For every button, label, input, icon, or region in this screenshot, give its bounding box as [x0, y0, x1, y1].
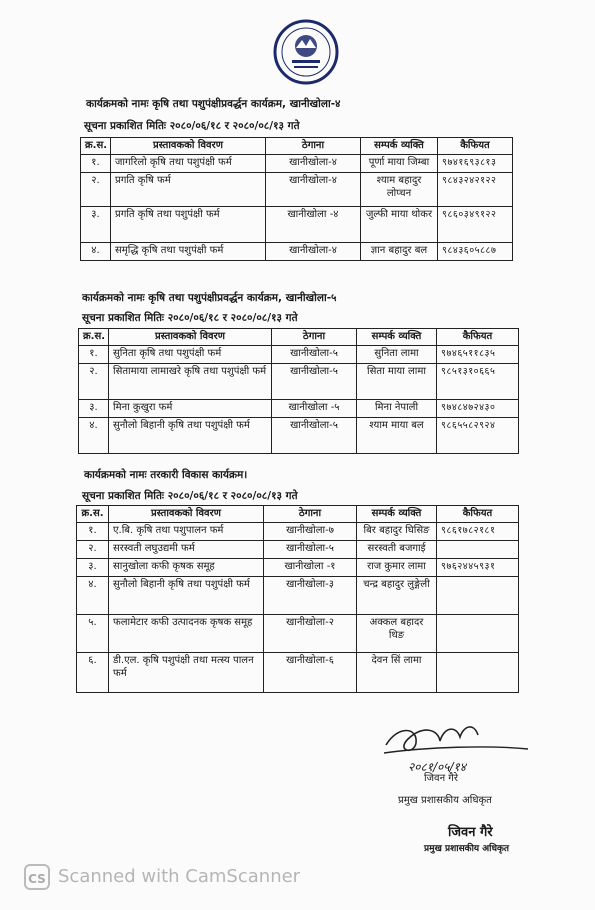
- program-table-2: [78, 328, 519, 454]
- office-seal: [272, 18, 340, 86]
- cell-address: खानीखोला -५: [272, 400, 357, 418]
- cell-sn: ५.: [77, 615, 109, 653]
- table-row: [81, 155, 513, 173]
- cell-proposer: सरस्वती लघुउद्यमी फर्म: [109, 541, 264, 559]
- header-proposer: प्रस्तावकको विवरण: [109, 506, 264, 523]
- cell-proposer: जागरिलो कृषि तथा पशुपंक्षी फर्म: [111, 155, 266, 173]
- cell-sn: २.: [79, 364, 109, 400]
- cell-phone: ९७४६५११८३५: [437, 346, 519, 364]
- cell-proposer: सुनौलो बिहानी कृषि तथा पशुपंक्षी फर्म: [109, 577, 264, 615]
- cell-proposer: प्रगति कृषि तथा पशुपंक्षी फर्म: [111, 207, 266, 243]
- cell-address: खानीखोला-६: [264, 653, 357, 693]
- cell-contact: ज्ञान बहादुर बल: [361, 243, 438, 261]
- table-row: [81, 243, 513, 261]
- cell-contact: श्याम बहादुर लोप्चन: [361, 173, 438, 207]
- handwritten-signature: [378, 715, 538, 775]
- header-sn: क्र.स.: [81, 138, 111, 155]
- cell-address: खानीखोला-५: [264, 541, 357, 559]
- cell-address: खानीखोला-७: [264, 523, 357, 541]
- cell-sn: ३.: [77, 559, 109, 577]
- table-row: [81, 207, 513, 243]
- cell-proposer: डी.एल. कृषि पशुपंक्षी तथा मत्स्य पालन फर्म: [109, 653, 264, 693]
- header-address: ठेगाना: [264, 506, 357, 523]
- signatory-name: जिवन गैरे: [424, 773, 459, 784]
- cell-sn: ४.: [79, 418, 109, 454]
- cell-proposer: सानुखोला कफी कृषक समूह: [109, 559, 264, 577]
- cell-address: खानीखोला-२: [264, 615, 357, 653]
- program-title-2: कार्यक्रमको नामः कृषि तथा पशुपंक्षीप्रवर्द्धन कार्यक्रम, खानीखोला-५: [82, 292, 337, 304]
- notice-date-1: सूचना प्रकाशित मितिः २०८०/०६/१८ र २०८०/०८/१३ गते: [84, 120, 300, 132]
- cell-address: खानीखोला-५: [272, 418, 357, 454]
- header-contact: सम्पर्क व्यक्ति: [357, 506, 437, 523]
- header-remark: कैफियत: [438, 138, 513, 155]
- cell-phone: ९८६५५८२९२४: [437, 418, 519, 454]
- cell-contact: जुल्फी माया थोकर: [361, 207, 438, 243]
- notice-date-3: सूचना प्रकाशित मितिः २०८०/०६/१८ र २०८०/०८/१३ गते: [82, 490, 298, 502]
- cell-contact: सुनिता लामा: [357, 346, 437, 364]
- header-proposer: प्रस्तावकको विवरण: [109, 329, 272, 346]
- stamp-designation: प्रमुख प्रशासकीय अधिकृत: [424, 844, 510, 854]
- cell-proposer: सितामाया लामाखरे कृषि तथा पशुपंक्षी फर्म: [109, 364, 272, 400]
- cell-address: खानीखोला-३: [264, 577, 357, 615]
- cell-contact: सिता माया लामा: [357, 364, 437, 400]
- cell-proposer: प्रगति कृषि फर्म: [111, 173, 266, 207]
- cell-phone: [437, 653, 519, 693]
- table-row: [77, 523, 519, 541]
- cell-sn: १.: [79, 346, 109, 364]
- cell-sn: २.: [81, 173, 111, 207]
- cell-proposer: समृद्धि कृषि तथा पशुपंक्षी फर्म: [111, 243, 266, 261]
- table-header-row: [81, 138, 513, 155]
- cell-address: खानीखोला-५: [272, 346, 357, 364]
- signature-date: २०८१/०५/१४: [408, 760, 467, 774]
- header-contact: सम्पर्क व्यक्ति: [361, 138, 438, 155]
- table-row: [77, 541, 519, 559]
- program-table-3: [76, 505, 519, 693]
- header-address: ठेगाना: [272, 329, 357, 346]
- cell-contact: पूर्णा माया जिम्बा: [361, 155, 438, 173]
- cell-contact: चन्द्र बहादुर लुङ्गेली: [357, 577, 437, 615]
- cell-sn: ४.: [77, 577, 109, 615]
- cell-sn: १.: [77, 523, 109, 541]
- cell-address: खानीखोला-४: [266, 155, 361, 173]
- cell-sn: ६.: [77, 653, 109, 693]
- cell-sn: ३.: [81, 207, 111, 243]
- cell-phone: ९८४३६०५८८७: [438, 243, 513, 261]
- cell-address: खानीखोला-४: [266, 243, 361, 261]
- table-row: [77, 577, 519, 615]
- table-row: [77, 653, 519, 693]
- table-row: [79, 346, 519, 364]
- cell-phone: [437, 577, 519, 615]
- header-address: ठेगाना: [266, 138, 361, 155]
- cell-phone: ९८५१३१०६६५: [437, 364, 519, 400]
- table-row: [81, 173, 513, 207]
- header-remark: कैफियत: [437, 329, 519, 346]
- camscanner-logo: CS: [24, 864, 50, 890]
- cell-address: खानीखोला -१: [264, 559, 357, 577]
- header-sn: क्र.स.: [77, 506, 109, 523]
- cell-contact: अक्कल बहादर थिङ: [357, 615, 437, 653]
- cell-sn: १.: [81, 155, 111, 173]
- table-header-row: [77, 506, 519, 523]
- header-contact: सम्पर्क व्यक्ति: [357, 329, 437, 346]
- table-row: [79, 400, 519, 418]
- table-header-row: [79, 329, 519, 346]
- cell-phone: ९७४८४७२४३०: [437, 400, 519, 418]
- program-table-1: [80, 137, 513, 261]
- cell-phone: ९८४३२४२१२२: [438, 173, 513, 207]
- cell-proposer: मिना कुखुरा फर्म: [109, 400, 272, 418]
- cell-phone: ९७४१६९३८१३: [438, 155, 513, 173]
- program-title-3: कार्यक्रमको नामः तरकारी विकास कार्यक्रम।: [84, 469, 248, 481]
- table-row: [77, 559, 519, 577]
- table-row: [77, 615, 519, 653]
- header-remark: कैफियत: [437, 506, 519, 523]
- cell-phone: [437, 615, 519, 653]
- cell-proposer: फलामेटार कफी उत्पादनक कृषक समूह: [109, 615, 264, 653]
- cell-sn: २.: [77, 541, 109, 559]
- notice-date-2: सूचना प्रकाशित मितिः २०८०/०६/१८ र २०८०/०८/१३ गते: [82, 312, 298, 324]
- cell-phone: ९७६२४४५९३१: [437, 559, 519, 577]
- cell-address: खानीखोला-४: [266, 173, 361, 207]
- cell-contact: राज कुमार लामा: [357, 559, 437, 577]
- program-title-1: कार्यक्रमको नामः कृषि तथा पशुपंक्षीप्रवर्द्धन कार्यक्रम, खानीखोला-४: [86, 98, 341, 110]
- table-row: [79, 364, 519, 400]
- header-sn: क्र.स.: [79, 329, 109, 346]
- cell-contact: देवन सिं लामा: [357, 653, 437, 693]
- cell-contact: सरस्वती बजगाई: [357, 541, 437, 559]
- cell-address: खानीखोला-५: [272, 364, 357, 400]
- cell-address: खानीखोला -४: [266, 207, 361, 243]
- cell-proposer: ए.बि. कृषि तथा पशुपालन फर्म: [109, 523, 264, 541]
- cell-proposer: सुनिता कृषि तथा पशुपंक्षी फर्म: [109, 346, 272, 364]
- cell-contact: बिर बहादुर घिसिङ: [357, 523, 437, 541]
- header-proposer: प्रस्तावकको विवरण: [111, 138, 266, 155]
- cell-proposer: सुनौलो बिहानी कृषि तथा पशुपंक्षी फर्म: [109, 418, 272, 454]
- table-row: [79, 418, 519, 454]
- cell-sn: ३.: [79, 400, 109, 418]
- cell-contact: मिना नेपाली: [357, 400, 437, 418]
- cell-phone: ९८६०३४९१२२: [438, 207, 513, 243]
- signatory-designation: प्रमुख प्रशासकीय अधिकृत: [398, 795, 492, 806]
- cell-sn: ४.: [81, 243, 111, 261]
- cell-contact: श्याम माया बल: [357, 418, 437, 454]
- camscanner-watermark: Scanned with CamScanner: [58, 866, 301, 887]
- cell-phone: ९८६१७८२१८१: [437, 523, 519, 541]
- cell-phone: [437, 541, 519, 559]
- stamp-name: जिवन गैरे: [448, 825, 493, 840]
